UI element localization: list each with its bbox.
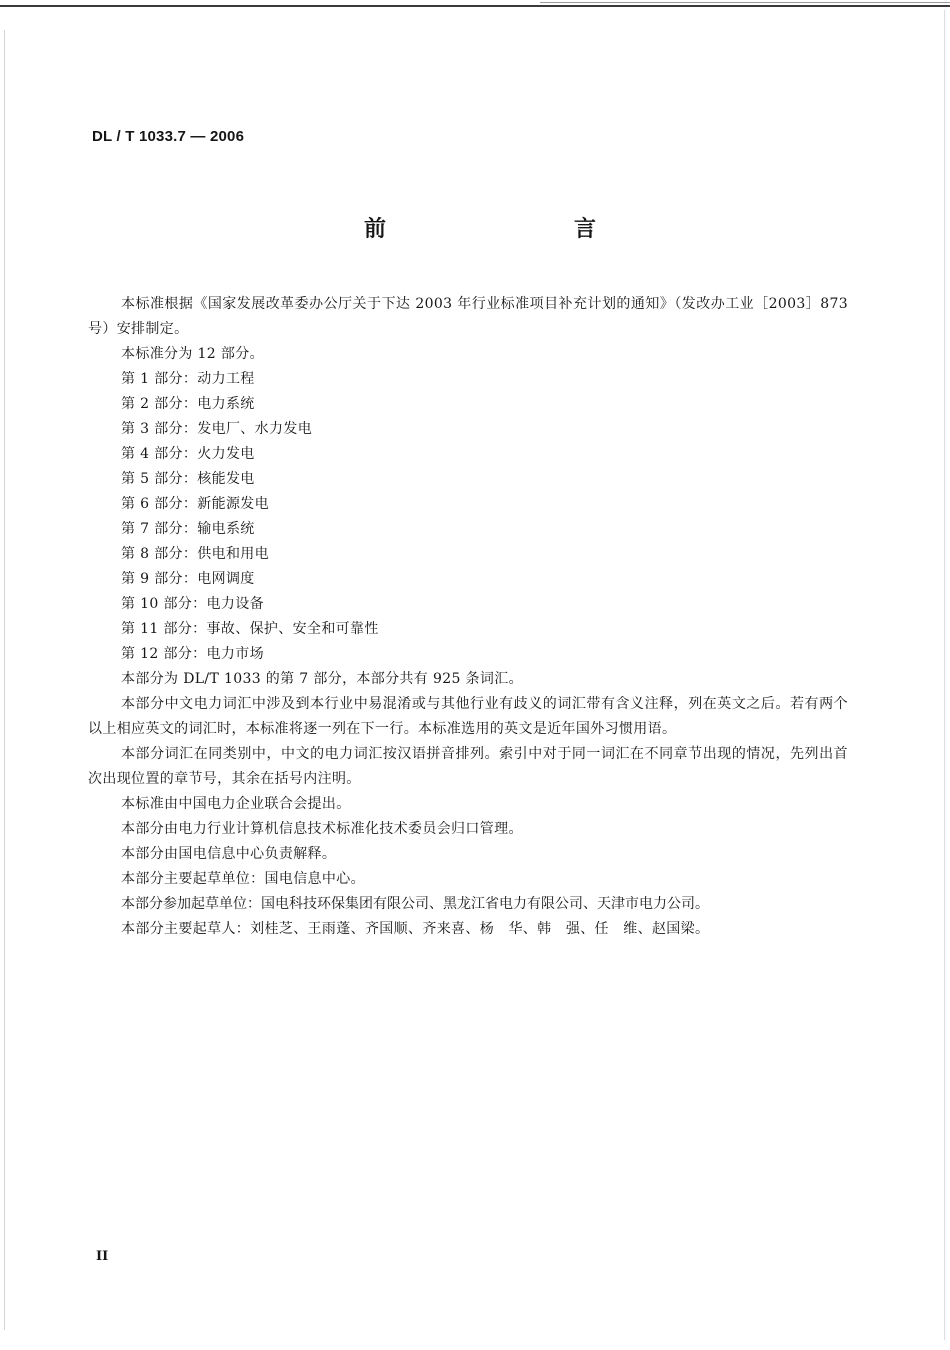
list-item-part-5: 第 5 部分：核能发电: [121, 471, 255, 487]
page-number: II: [96, 1249, 109, 1264]
paragraph-parts-count: 本标准分为 12 部分。: [121, 346, 264, 362]
list-item-part-1: 第 1 部分：动力工程: [121, 371, 255, 387]
list-item-part-6: 第 6 部分：新能源发电: [121, 496, 270, 512]
paragraph-proposer: 本标准由中国电力企业联合会提出。: [121, 796, 351, 812]
page-title: 前 言: [363, 217, 644, 242]
paragraph-participating-drafters: 本部分参加起草单位：国电科技环保集团有限公司、黑龙江省电力有限公司、天津市电力公司。: [121, 896, 709, 912]
paragraph-ordering-rule: 本部分词汇在同类别中，中文的电力词汇按汉语拼音排列。索引中对于同一词汇在不同章节出现的情况，先列出首次出现位置的章节号，其余在括号内注明。: [88, 746, 848, 787]
list-item-part-7: 第 7 部分：输电系统: [121, 521, 255, 537]
list-item-part-12: 第 12 部分：电力市场: [121, 646, 264, 662]
foreword-body: [88, 292, 848, 942]
list-item-part-4: 第 4 部分：火力发电: [121, 446, 255, 462]
paragraph-basis: 本标准根据《国家发展改革委办公厅关于下达 2003 年行业标准项目补充计划的通知》（发改办工业［2003］873 号）安排制定。: [88, 296, 848, 337]
list-item-part-2: 第 2 部分：电力系统: [121, 396, 255, 412]
top-border-thin: [540, 2, 950, 3]
scan-edge-right: [944, 10, 945, 1340]
top-border: [0, 5, 950, 7]
list-item-part-11: 第 11 部分：事故、保护、安全和可靠性: [121, 621, 379, 637]
list-item-part-10: 第 10 部分：电力设备: [121, 596, 264, 612]
list-item-part-9: 第 9 部分：电网调度: [121, 571, 255, 587]
standard-code: DL / T 1033.7 — 2006: [92, 128, 245, 145]
paragraph-drafters: 本部分主要起草人：刘桂芝、王雨蓬、齐国顺、齐来喜、杨 华、韩 强、任 维、赵国梁。: [121, 921, 710, 937]
list-item-part-8: 第 8 部分：供电和用电: [121, 546, 270, 562]
paragraph-annotation-rule: 本部分中文电力词汇中涉及到本行业中易混淆或与其他行业有歧义的词汇带有含义注释，列在英文之后。若有两个以上相应英文的词汇时，本标准将逐一列在下一行。本标准选用的英文是近年国外习惯用语。: [88, 696, 848, 737]
paragraph-management: 本部分由电力行业计算机信息技术标准化技术委员会归口管理。: [121, 821, 523, 837]
paragraph-interpretation: 本部分由国电信息中心负责解释。: [121, 846, 337, 862]
paragraph-part-scope: 本部分为 DL/T 1033 的第 7 部分，本部分共有 925 条词汇。: [121, 671, 523, 687]
paragraph-main-drafter: 本部分主要起草单位：国电信息中心。: [121, 871, 365, 887]
list-item-part-3: 第 3 部分：发电厂、水力发电: [121, 421, 313, 437]
